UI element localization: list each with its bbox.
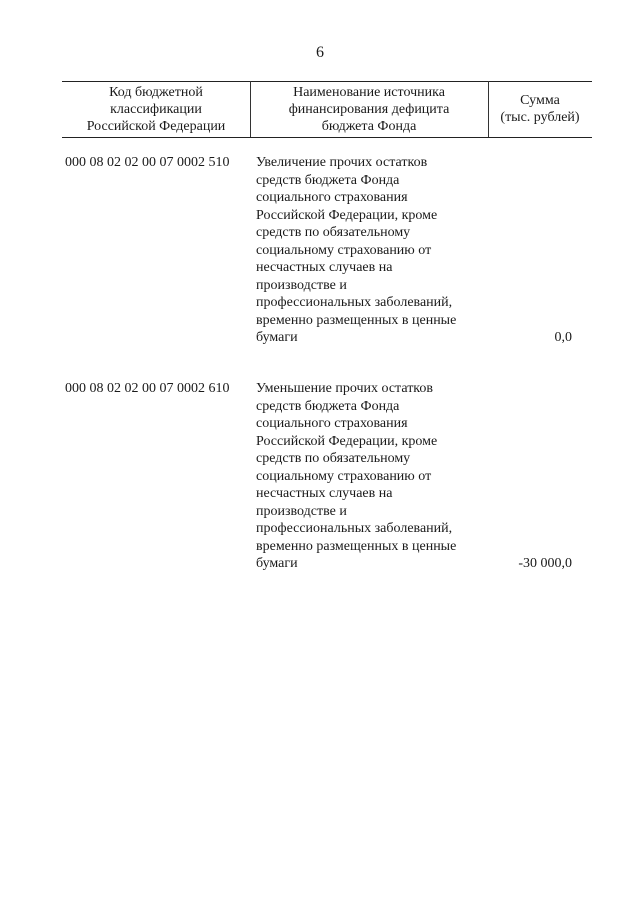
header-bottom-rule <box>62 137 592 138</box>
row-name: Уменьшение прочих остатков средств бюджета Фонда социального страхования Российской Федерации, кроме средств по обязательному социальному страхованию от несчастных случаев на производстве и профессиональных заболеваний, временно размещенных в ценные бумаги <box>256 381 457 571</box>
page-number: 6 <box>316 44 324 61</box>
table-top-rule <box>62 81 592 82</box>
row-code: 000 08 02 02 00 07 0002 510 <box>65 155 230 170</box>
header-code: Код бюджетной классификации Российской Федерации <box>86 85 226 134</box>
header-name: Наименование источника финансирования дефицита бюджета Фонда <box>288 85 450 134</box>
row-name: Увеличение прочих остатков средств бюджета Фонда социального страхования Российской Федерации, кроме средств по обязательному социальному страхованию от несчастных случаев на производстве и профессиональных заболеваний, временно размещенных в ценные бумаги <box>256 155 457 345</box>
row-sum: 0,0 <box>554 330 572 345</box>
header-sum: Сумма (тыс. рублей) <box>500 93 580 125</box>
row-code: 000 08 02 02 00 07 0002 610 <box>65 381 230 396</box>
row-sum: -30 000,0 <box>518 556 572 571</box>
